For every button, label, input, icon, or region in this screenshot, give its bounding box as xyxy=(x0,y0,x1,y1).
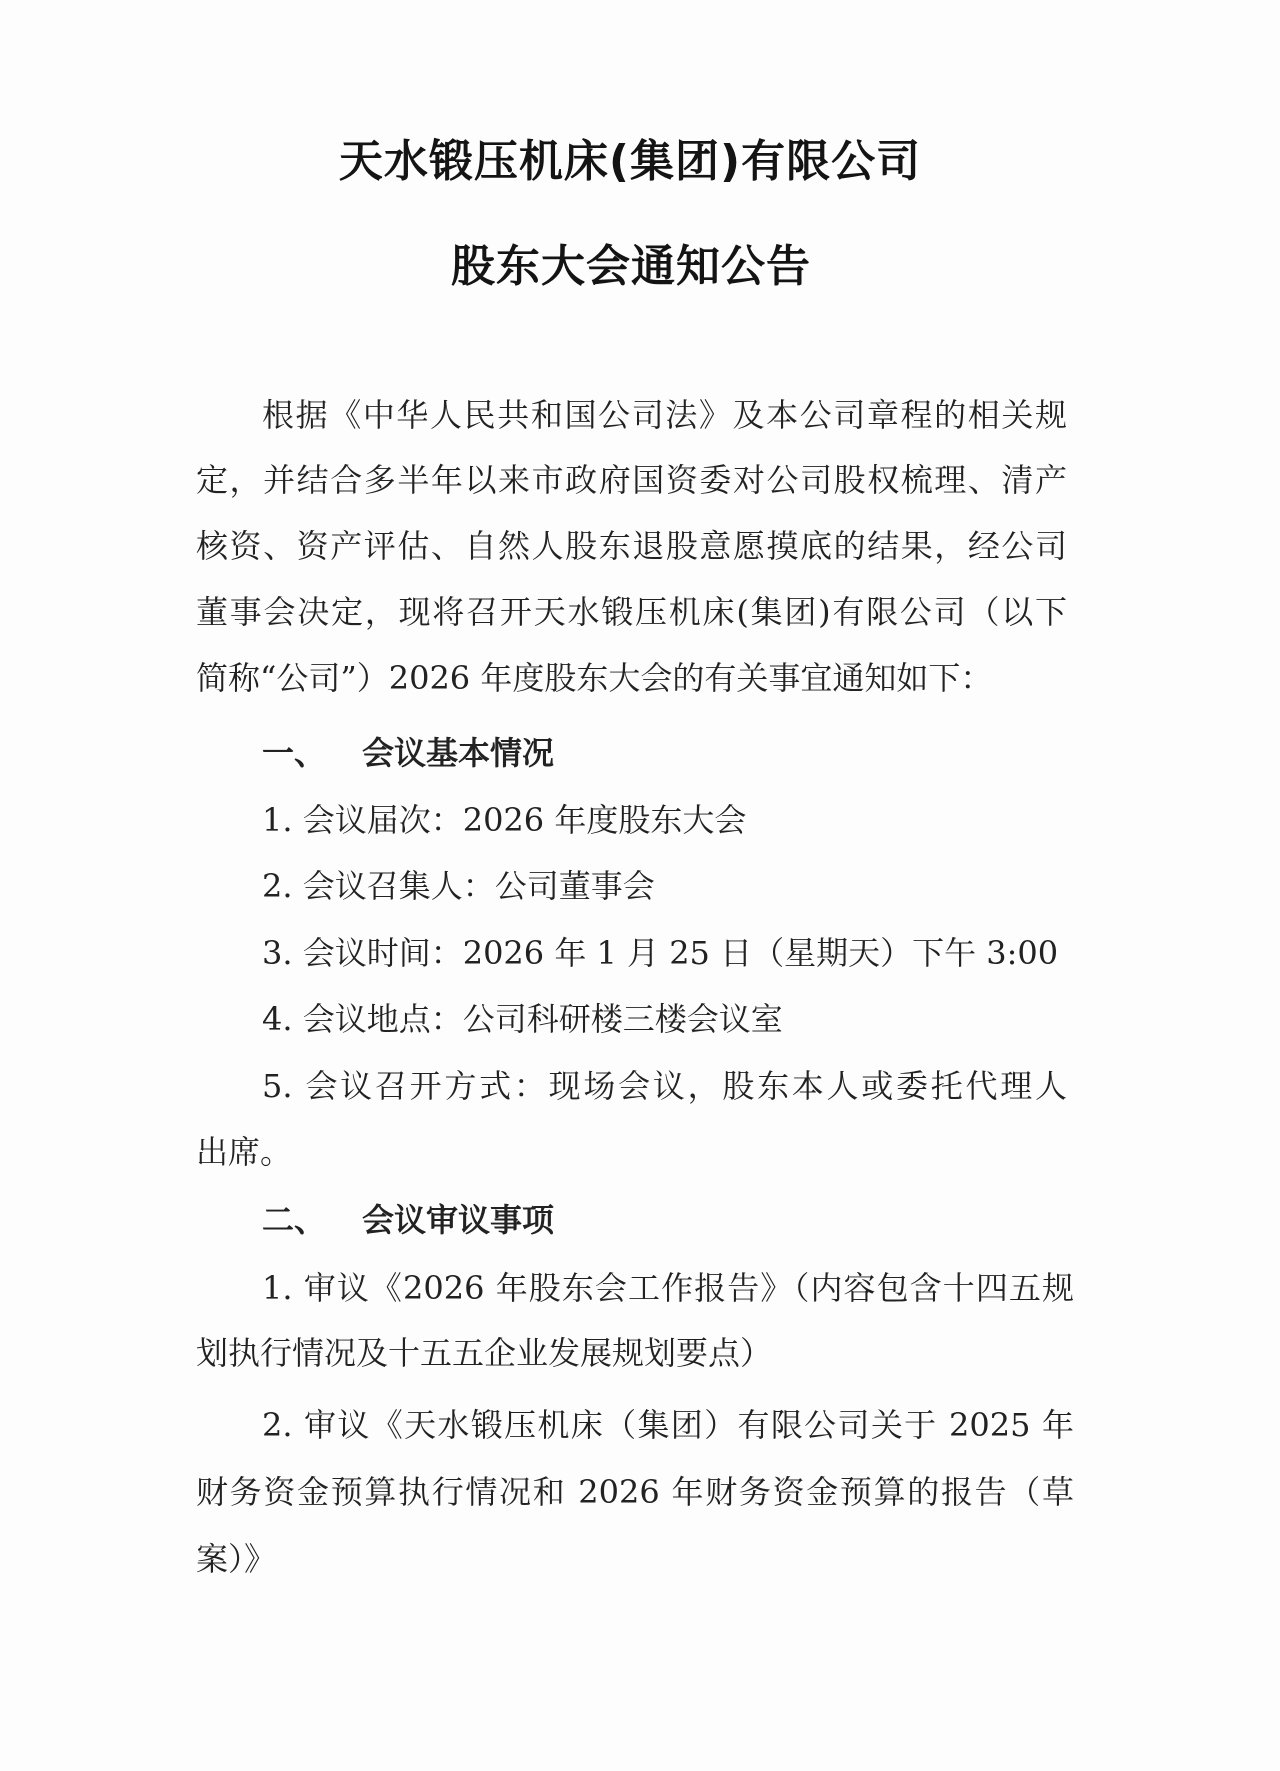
section-2-number: 二、 xyxy=(262,1201,327,1239)
section-2-item-2-line-2: 财务资金预算执行情况和 2026 年财务资金预算的报告（草 xyxy=(196,1473,1074,1511)
section-1-heading xyxy=(262,733,554,773)
section-1-item-2: 2. 会议召集人：公司董事会 xyxy=(262,867,655,905)
section-2-item-1-line-2: 划执行情况及十五五企业发展规划要点） xyxy=(196,1334,773,1372)
section-2-item-1-line-1: 1. 审议《2026 年股东会工作报告》（内容包含十四五规 xyxy=(262,1269,1074,1307)
section-1-title: 会议基本情况 xyxy=(362,734,555,772)
intro-line-2: 定，并结合多半年以来市政府国资委对公司股权梳理、清产 xyxy=(196,461,1067,499)
section-1-item-5-cont: 出席。 xyxy=(196,1133,293,1171)
section-1-item-1: 1. 会议届次：2026 年度股东大会 xyxy=(262,801,747,839)
intro-line-5: 简称“公司”）2026 年度股东大会的有关事宜通知如下： xyxy=(196,659,993,697)
section-2-title: 会议审议事项 xyxy=(362,1201,555,1239)
section-1-item-5: 5. 会议召开方式：现场会议，股东本人或委托代理人 xyxy=(262,1067,1067,1105)
section-2-item-2-line-3: 案）》 xyxy=(196,1540,277,1578)
section-1-item-4: 4. 会议地点：公司科研楼三楼会议室 xyxy=(262,1000,783,1038)
intro-line-3: 核资、资产评估、自然人股东退股意愿摸底的结果，经公司 xyxy=(196,527,1067,565)
document-title: 天水锻压机床(集团)有限公司 xyxy=(338,136,922,187)
section-2-heading xyxy=(262,1200,554,1240)
section-2-item-2-line-1: 2. 审议《天水锻压机床（集团）有限公司关于 2025 年 xyxy=(262,1406,1074,1444)
intro-line-4: 董事会决定，现将召开天水锻压机床(集团)有限公司（以下 xyxy=(196,593,1067,631)
document-subtitle: 股东大会通知公告 xyxy=(451,241,811,292)
section-1-number: 一、 xyxy=(262,734,327,772)
intro-line-1: 根据《中华人民共和国公司法》及本公司章程的相关规 xyxy=(262,396,1067,434)
section-1-item-3: 3. 会议时间：2026 年 1 月 25 日（星期天）下午 3:00 xyxy=(262,934,1059,972)
